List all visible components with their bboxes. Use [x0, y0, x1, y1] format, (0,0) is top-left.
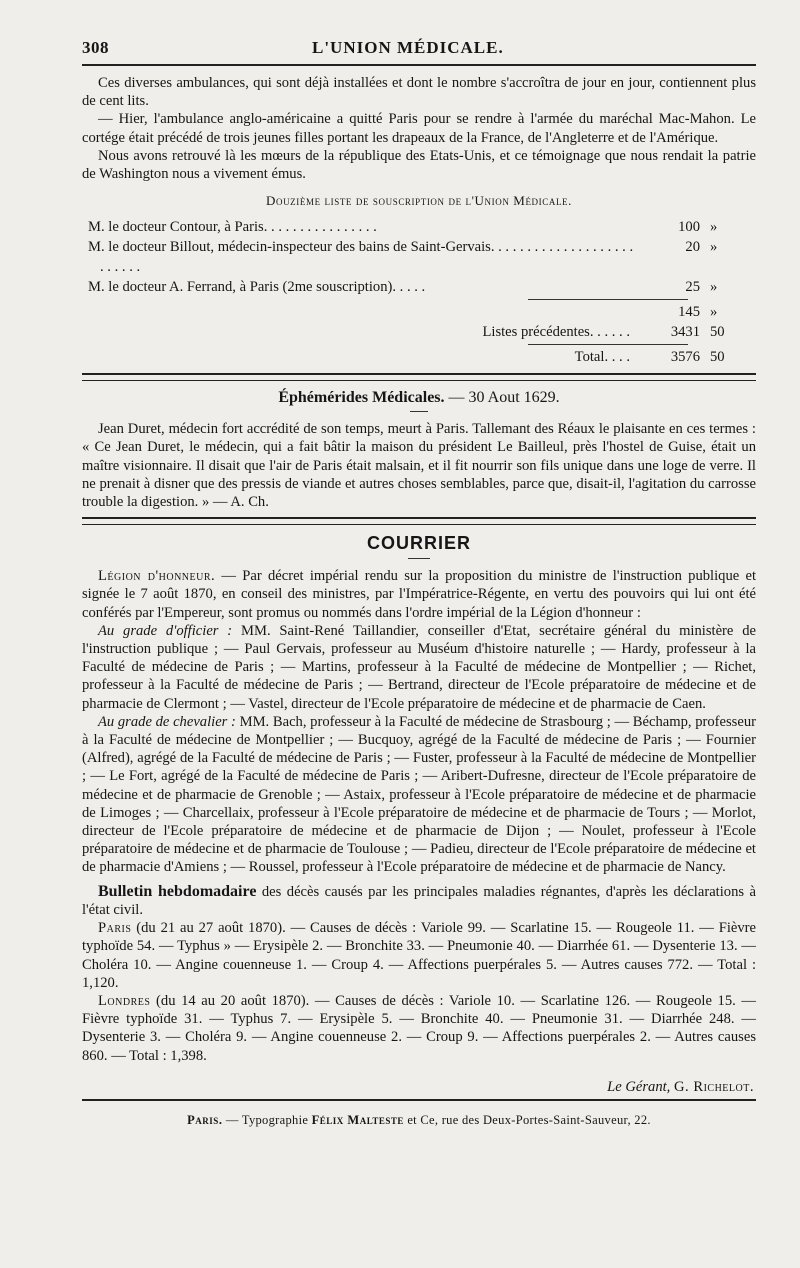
officier-label: Au grade d'officier :	[98, 622, 233, 639]
subscriber-name: M. le docteur A. Ferrand, à Paris (2me souscription). . . . .	[88, 279, 426, 296]
total-francs: 3576	[670, 349, 700, 366]
paris-text: (du 21 au 27 août 1870). — Causes de décès : Variole 99. — Scarlatine 15. — Rougeole 11. — Fièvre typhoïde 54. — Typhus » — Erysipèle 2. — Bronchite 33. — Pneumonie 40. — Diarrhée 61. — Dysenterie 13. — Choléra 10. — Angine couenneuse 1. — Croup 4. — Affections puerpérales 5. — Autres causes 772. — Total : 1,120.	[82, 920, 756, 991]
heading-rule	[408, 558, 430, 559]
officier-paragraph	[82, 622, 756, 713]
heading-rule	[410, 411, 428, 412]
subtotal-rule	[528, 299, 688, 300]
imprint-text: — Typographie	[225, 1112, 309, 1127]
amount-francs: 100	[678, 219, 700, 236]
total-cents: 50	[710, 349, 725, 366]
total-row	[88, 347, 756, 367]
londres-paragraph	[82, 992, 756, 1065]
total-label: Total. . . .	[574, 349, 630, 366]
printer-imprint	[82, 1113, 756, 1128]
intro-paragraph-1: Ces diverses ambulances, qui sont déjà installées et dont le nombre s'accroîtra de jour en jour, contiennent plus de cent lits.	[82, 75, 756, 110]
intro-paragraph-3: Nous avons retrouvé là les mœurs de la république des Etats-Unis, et ce témoignage que nous rendait la patrie de Washington nous a vivement émus.	[82, 147, 756, 183]
ephemerides-text: Jean Duret, médecin fort accrédité de son temps, meurt à Paris. Tallemant des Réaux le plaisante en ces termes : « Ce Jean Duret, le médecin, qui a fait bâtir la maison du président Le Bailleul, près l'hostel de Guise, était un maître visionnaire. Il disait que l'air de Paris était malsain, et il fit nourrir son fils unique dans une loge de verre. Il ne prenait à disner que des pressis de viande et autres choses semblables, parce que, disait-il, l'agitation du carrosse trouble la digestion. » — A. Ch.	[82, 421, 756, 511]
footer-rule	[82, 1099, 756, 1101]
imprint-city: Paris.	[187, 1112, 223, 1127]
bulletin-block	[82, 883, 756, 1065]
amount-francs: 25	[685, 279, 700, 296]
subscriber-name: M. le docteur Billout, médecin-inspecteur des bains de Saint-Gervais. . . . . . . . . . . . . . . . . . . . . . . . . .	[88, 239, 634, 276]
subscription-list	[82, 217, 756, 367]
signature-name: G. Richelot.	[674, 1078, 754, 1095]
section-divider	[82, 517, 756, 525]
courrier-heading: COURRIER	[366, 533, 471, 554]
signature	[82, 1079, 756, 1096]
amount-cents: »	[710, 219, 718, 236]
ephemerides-date: — 30 Aout 1629.	[448, 389, 560, 407]
subtotal-row	[88, 302, 756, 322]
bulletin-title: Bulletin hebdomadaire	[98, 882, 257, 900]
subscription-row	[88, 277, 756, 297]
officier-text: MM. Saint-René Taillandier, conseiller d'Etat, secrétaire général du ministère de l'instruction publique ; — Paul Gervais, professeur au Muséum d'histoire naturelle ; — Hardy, professeur à la Faculté de médecine de Paris ; — Martins, professeur à la Faculté de médecine de Montpellier ; — Richet, professeur à la Faculté de médecine de Paris ; — Bertrand, directeur de l'Ecole préparatoire de médecine et de pharmacie de Clermont ; — Vastel, directeur de l'Ecole préparatoire de médecine et de pharmacie de Caen.	[82, 622, 756, 712]
amount-cents: »	[710, 239, 718, 256]
legion-text: — Par décret impérial rendu sur la proposition du ministre de l'instruction publique et signée le 7 août 1870, en conseil des ministres, par l'Impératrice-Régente, en vertu des pouvoirs qui lui ont été conférés par l'Empereur, sont promus ou nommés dans l'ordre impérial de la Légion d'honneur :	[82, 568, 756, 621]
londres-text: (du 14 au 20 août 1870). — Causes de décès : Variole 10. — Scarlatine 126. — Rougeole 15. — Fièvre typhoïde 31. — Typhus 7. — Erysipèle 5. — Bronchite 40. — Pneumonie 31. — Diarrhée 248. — Dysenterie 3. — Choléra 9. — Angine couenneuse 2. — Croup 9. — Affections puerpérales 2. — Autres causes 860. — Total : 1,398.	[82, 992, 756, 1064]
paris-paragraph	[82, 919, 756, 992]
amount-francs: 20	[685, 239, 700, 256]
bulletin-intro	[82, 883, 756, 919]
previous-cents: 50	[710, 324, 725, 341]
subscription-row	[88, 217, 756, 237]
bulletin-intro-text: des décès causés par les principales maladies régnantes, d'après les déclarations à l'état civil.	[82, 883, 756, 918]
page-number: 308	[82, 38, 109, 57]
total-rule	[528, 344, 688, 345]
previous-lists-label: Listes précédentes. . . . . .	[482, 324, 630, 341]
previous-francs: 3431	[670, 324, 700, 341]
chevalier-paragraph	[82, 713, 756, 877]
previous-lists-row	[88, 322, 756, 342]
subscriber-name: M. le docteur Contour, à Paris. . . . . . . . . . . . . . . .	[88, 219, 377, 236]
running-head	[82, 38, 756, 66]
subtotal-label	[88, 302, 640, 322]
ephemerides-heading	[82, 389, 756, 412]
chevalier-label: Au grade de chevalier :	[98, 713, 236, 730]
subscription-title: Douzième liste de souscription de l'Union Médicale.	[265, 193, 572, 209]
intro-paragraph-2: — Hier, l'ambulance anglo-américaine a quitté Paris pour se rendre à l'armée du maréchal Mac-Mahon. Le cortége était précédé de trois jeunes filles portant les drapeaux de la France, de l'Angleterre et de l'Amérique.	[82, 111, 756, 146]
ephemerides-title: Éphémérides Médicales.	[278, 389, 445, 407]
chevalier-text: MM. Bach, professeur à la Faculté de médecine de Strasbourg ; — Béchamp, professeur à la Faculté de médecine de Montpellier ; — Bucquoy, agrégé de la Faculté de médecine de Paris ; — Fournier (Alfred), agrégé de la Faculté de médecine de Paris ; — Fuster, professeur à la Faculté de médecine de Montpellier ; — Le Fort, agrégé de la Faculté de médecine de Paris ; — Aribert-Dufresne, directeur de l'Ecole préparatoire de médecine et de pharmacie de Grenoble ; — Astaix, professeur à l'Ecole préparatoire de médecine et de pharmacie de Limoges ; — Charcellaix, professeur à l'Ecole préparatoire de médecine et de pharmacie de Tours ; — Morlot, directeur de l'Ecole préparatoire de médecine et de pharmacie de Dijon ; — Noulet, professeur à l'Ecole préparatoire de médecine et de pharmacie de Toulouse ; — Padieu, directeur de l'Ecole préparatoire de médecine et de pharmacie d'Amiens ; — Roussel, professeur à l'Ecole préparatoire de médecine et de pharmacie de Nancy.	[82, 713, 756, 876]
signature-label: Le Gérant,	[607, 1078, 671, 1095]
subscription-row	[88, 237, 756, 277]
subtotal-cents: »	[710, 304, 718, 321]
imprint-address: et Ce, rue des Deux-Portes-Saint-Sauveur, 22.	[407, 1112, 651, 1127]
legion-paragraph	[82, 567, 756, 622]
section-divider	[82, 373, 756, 381]
legion-label: Légion d'honneur.	[98, 568, 216, 585]
paris-label: Paris	[98, 920, 132, 937]
journal-title: L'UNION MÉDICALE.	[312, 38, 504, 57]
subtotal-francs: 145	[678, 304, 700, 321]
londres-label: Londres	[98, 992, 151, 1009]
imprint-printer: Félix Malteste	[311, 1112, 404, 1127]
intro-block	[82, 74, 756, 183]
amount-cents: »	[710, 279, 718, 296]
